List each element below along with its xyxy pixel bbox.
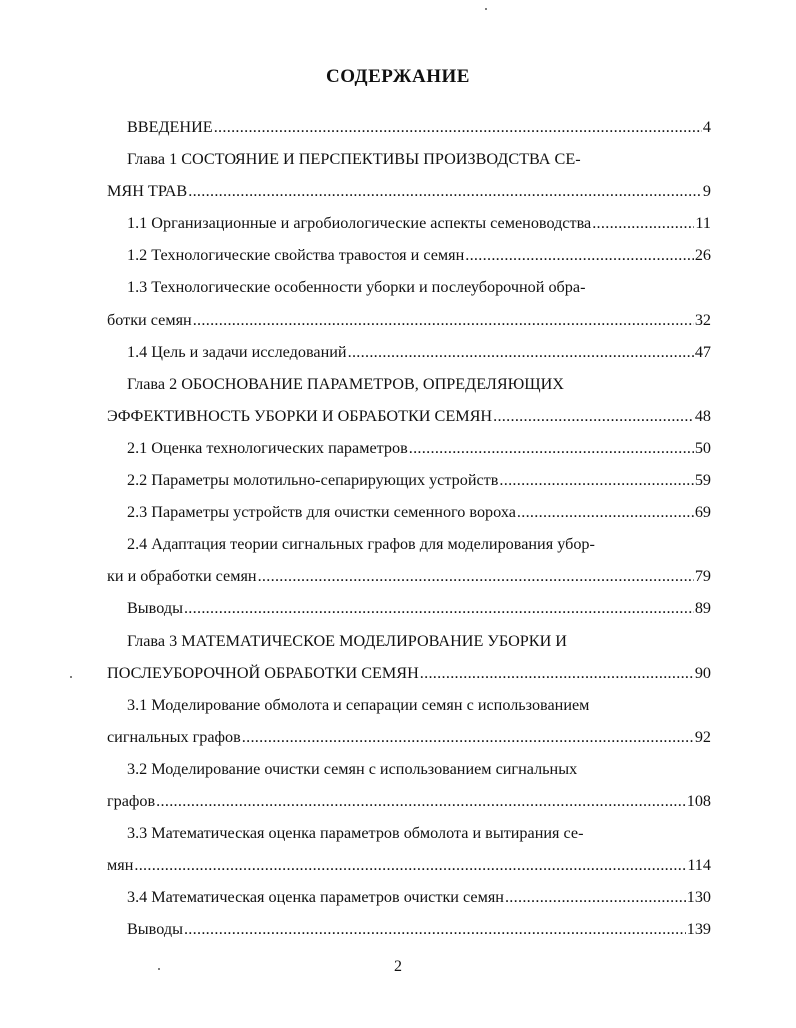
toc-entry	[107, 728, 711, 760]
toc-page-number: 32	[694, 310, 711, 329]
toc-entry-heading-text: 1.3 Технологические особенности уборки и послеуборочной обра-	[127, 278, 586, 297]
toc-entry-heading	[107, 632, 711, 664]
toc-entry-heading	[107, 535, 711, 567]
toc-entry	[107, 664, 711, 696]
toc-page-number: 130	[686, 888, 711, 907]
dot-leader	[193, 311, 694, 330]
toc-entry-heading	[107, 696, 711, 728]
dot-leader	[214, 118, 702, 137]
toc-entry-heading-text: Глава 1 СОСТОЯНИЕ И ПЕРСПЕКТИВЫ ПРОИЗВОДСТВА СЕ-	[127, 150, 581, 169]
toc-entry	[107, 118, 711, 150]
toc-entry	[107, 503, 711, 535]
toc-entry	[107, 471, 711, 503]
toc-page-number: 26	[694, 246, 711, 265]
toc-entry-text: ВВЕДЕНИЕ	[127, 118, 213, 136]
toc-entry-heading-text: 3.1 Моделирование обмолота и сепарации семян с использованием	[127, 695, 590, 714]
toc-entry-text: графов	[107, 791, 156, 810]
toc-entry-text: 1.1 Организационные и агробиологические аспекты семеноводства	[127, 214, 592, 233]
dot-leader	[409, 439, 694, 458]
toc-entry-heading	[107, 824, 711, 856]
toc-entry-text: Выводы	[127, 599, 183, 618]
dot-leader	[348, 343, 694, 362]
scan-speck	[158, 968, 160, 970]
toc-page-number: 90	[694, 663, 711, 682]
toc-page-number: 114	[687, 856, 711, 875]
toc-entry-text: 1.2 Технологические свойства травостоя и семян	[127, 246, 465, 265]
dot-leader	[505, 888, 686, 907]
toc-entry	[107, 343, 711, 375]
toc-entry-heading-text: 3.3 Математическая оценка параметров обмолота и вытирания се-	[127, 824, 584, 843]
toc-entry-heading-text: 3.2 Моделирование очистки семян с использованием сигнальных	[127, 759, 578, 778]
toc-entry-text: 2.3 Параметры устройств для очистки семенного вороха	[127, 503, 516, 522]
dot-leader	[242, 728, 694, 747]
dot-leader	[465, 246, 694, 265]
dot-leader	[184, 920, 686, 939]
toc-page-number: 69	[694, 503, 711, 522]
toc-entry-text: 1.4 Цель и задачи исследований	[127, 342, 347, 361]
toc-entry-text: ботки семян	[107, 310, 192, 329]
toc-entry-text: сигнальных графов	[107, 727, 241, 746]
dot-leader	[258, 567, 694, 586]
toc-page-number: 79	[694, 567, 711, 586]
toc-entry	[107, 567, 711, 599]
toc-entry-heading	[107, 150, 711, 182]
toc-entry	[107, 920, 711, 952]
dot-leader	[156, 792, 686, 811]
dot-leader	[134, 856, 686, 875]
toc-entry	[107, 246, 711, 278]
table-of-contents	[107, 118, 711, 952]
toc-page-number: 139	[686, 920, 711, 939]
toc-entry-heading-text: 2.4 Адаптация теории сигнальных графов для моделирования убор-	[127, 535, 595, 554]
toc-entry	[107, 311, 711, 343]
scan-speck	[485, 8, 487, 10]
toc-page-number: 59	[694, 471, 711, 490]
toc-entry	[107, 439, 711, 471]
toc-entry-heading	[107, 375, 711, 407]
scan-speck	[70, 676, 72, 678]
toc-entry-heading	[107, 760, 711, 792]
dot-leader	[188, 182, 702, 201]
toc-entry-heading	[107, 278, 711, 310]
toc-entry	[107, 888, 711, 920]
toc-entry-text: 2.2 Параметры молотильно-сепарирующих устройств	[127, 471, 499, 490]
toc-page-number: 11	[695, 214, 711, 233]
toc-page-number: 9	[702, 182, 711, 201]
toc-entry-text: ки и обработки семян	[107, 567, 257, 586]
dot-leader	[499, 471, 693, 490]
toc-page-number: 48	[694, 406, 711, 425]
toc-entry	[107, 792, 711, 824]
dot-leader	[493, 407, 694, 426]
dot-leader	[592, 214, 694, 233]
toc-entry	[107, 599, 711, 631]
toc-entry-text: мян	[107, 856, 134, 875]
toc-entry	[107, 182, 711, 214]
toc-entry-text: ЭФФЕКТИВНОСТЬ УБОРКИ И ОБРАБОТКИ СЕМЯН	[107, 406, 493, 425]
toc-page-number: 47	[694, 342, 711, 361]
toc-page-number: 92	[694, 727, 711, 746]
dot-leader	[184, 599, 694, 618]
page-title: СОДЕРЖАНИЕ	[326, 66, 470, 87]
toc-page-number: 89	[694, 599, 711, 618]
toc-entry-text: ПОСЛЕУБОРОЧНОЙ ОБРАБОТКИ СЕМЯН	[107, 663, 419, 682]
toc-entry-text: 2.1 Оценка технологических параметров	[127, 438, 408, 457]
toc-page-number: 108	[686, 791, 711, 810]
toc-entry-text: 3.4 Математическая оценка параметров очистки семян	[127, 888, 504, 907]
toc-entry	[107, 407, 711, 439]
toc-page-number: 50	[694, 438, 711, 457]
toc-entry	[107, 214, 711, 246]
toc-entry	[107, 856, 711, 888]
toc-entry-heading-text: Глава 3 МАТЕМАТИЧЕСКОЕ МОДЕЛИРОВАНИЕ УБОРКИ И	[127, 631, 567, 650]
toc-page-number: 4	[702, 118, 711, 136]
dot-leader	[420, 664, 694, 683]
toc-entry-heading-text: Глава 2 ОБОСНОВАНИЕ ПАРАМЕТРОВ, ОПРЕДЕЛЯЮЩИХ	[127, 374, 564, 393]
dot-leader	[517, 503, 694, 522]
toc-entry-text: МЯН ТРАВ	[107, 182, 188, 201]
page-number: 2	[394, 958, 402, 975]
toc-entry-text: Выводы	[127, 920, 183, 939]
